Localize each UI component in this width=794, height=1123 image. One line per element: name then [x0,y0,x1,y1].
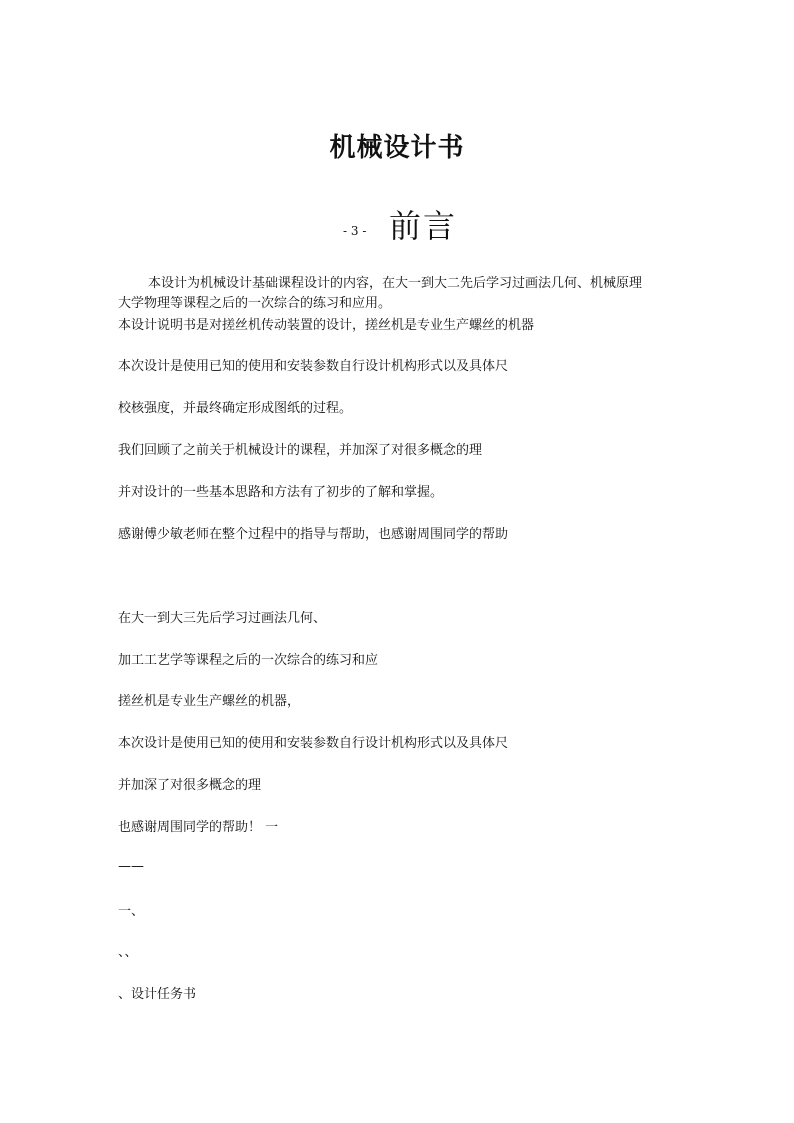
body-line: 一、 [118,904,145,919]
body-line: 也感谢周围同学的帮助！ 一 [118,820,279,835]
body-line: 在大一到大三先后学习过画法几何、 [118,611,327,626]
body-line: 加工工艺学等课程之后的一次综合的练习和应 [118,653,379,668]
body-line: 本设计为机械设计基础课程设计的内容，在大一到大二先后学习过画法几何、机械原理 [148,276,643,291]
body-line: 、设计任务书 [118,987,197,1002]
body-line: 、、 [118,945,138,960]
body-line: 校核强度，并最终确定形成图纸的过程。 [118,401,353,416]
page-number: - 3 - [343,224,367,238]
body-line: 并对设计的一些基本思路和方法有了初步的了解和掌握。 [118,485,444,500]
body-line: 本次设计是使用已知的使用和安装参数自行设计机构形式以及具体尺 [118,736,509,751]
body-line: 本次设计是使用已知的使用和安装参数自行设计机构形式以及具体尺 [118,359,509,374]
preface-heading: 前言 [389,207,458,245]
body-line: 并加深了对很多概念的理 [118,778,262,793]
body-line: —— [118,859,144,874]
document-title: 机械设计书 [329,133,465,163]
body-line: 大学物理等课程之后的一次综合的练习和应用。 [118,296,392,311]
body-line: 搓丝机是专业生产螺丝的机器， [118,694,301,709]
body-line: 本设计说明书是对搓丝机传动装置的设计，搓丝机是专业生产螺丝的机器 [118,318,535,333]
body-line: 感谢傅少敏老师在整个过程中的指导与帮助，也感谢周围同学的帮助 [118,527,509,542]
body-line: 我们回顾了之前关于机械设计的课程，并加深了对很多概念的理 [118,443,483,458]
